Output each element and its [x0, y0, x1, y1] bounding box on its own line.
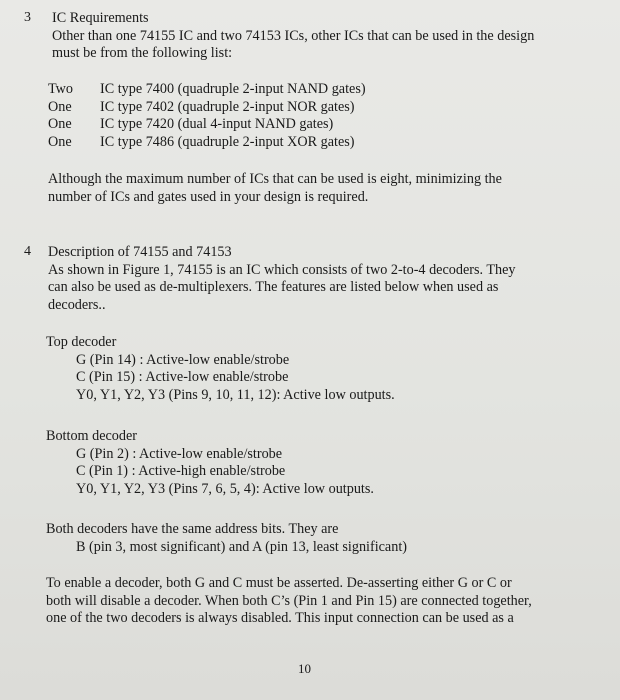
- section-4-intro-line: can also be used as de-multiplexers. The features are listed below when used as: [48, 279, 499, 295]
- bottom-decoder-item: Y0, Y1, Y2, Y3 (Pins 7, 6, 5, 4): Active low outputs.: [76, 480, 374, 497]
- section-3-number: 3: [24, 10, 31, 25]
- ic-list-item: [48, 134, 603, 152]
- top-decoder-item: C (Pin 15) : Active-low enable/strobe: [76, 369, 289, 385]
- section-3-intro-line: Other than one 74155 IC and two 74153 ICs, other ICs that can be used in the design: [52, 27, 535, 44]
- page-number: 10: [298, 661, 311, 676]
- address-bits: [46, 521, 601, 556]
- enable-line: To enable a decoder, both G and C must be asserted. De-asserting either G or C or: [46, 575, 512, 591]
- top-decoder-title: Top decoder: [46, 334, 117, 350]
- section-3-intro-line: must be from the following list:: [52, 45, 233, 61]
- ic-description: IC type 7400 (quadruple 2-input NAND gates): [100, 81, 366, 97]
- enable-line: both will disable a decoder. When both C’s (Pin 1 and Pin 15) are connected together,: [46, 592, 532, 609]
- section-4-intro-line: decoders..: [48, 296, 106, 313]
- top-decoder-item: G (Pin 14) : Active-low enable/strobe: [76, 351, 290, 368]
- ic-list-item: [48, 99, 603, 117]
- bottom-decoder: [46, 428, 601, 498]
- ic-list-item: [48, 81, 603, 99]
- ic-list-item: [48, 116, 603, 134]
- bottom-decoder-item: G (Pin 2) : Active-low enable/strobe: [76, 445, 283, 462]
- enable-paragraph: [46, 575, 601, 628]
- bottom-decoder-item: C (Pin 1) : Active-high enable/strobe: [76, 463, 286, 479]
- section-4: [48, 244, 603, 314]
- ic-quantity: One: [48, 98, 72, 115]
- top-decoder: [46, 334, 601, 404]
- ic-quantity: One: [48, 133, 72, 150]
- ic-description: IC type 7420 (dual 4-input NAND gates): [100, 116, 334, 132]
- section-4-heading: Description of 74155 and 74153: [48, 244, 232, 260]
- top-decoder-item: Y0, Y1, Y2, Y3 (Pins 9, 10, 11, 12): Active low outputs.: [76, 386, 395, 403]
- bottom-decoder-title: Bottom decoder: [46, 428, 138, 444]
- enable-line: one of the two decoders is always disabled. This input connection can be used as a: [46, 610, 514, 626]
- address-line: Both decoders have the same address bits. They are: [46, 521, 339, 537]
- section-4-intro-line: As shown in Figure 1, 74155 is an IC which consists of two 2-to-4 decoders. They: [48, 261, 516, 278]
- section-3: [52, 10, 607, 63]
- ic-quantity: Two: [48, 81, 74, 97]
- section-4-number: 4: [24, 244, 31, 259]
- ic-description: IC type 7402 (quadruple 2-input NOR gates): [100, 98, 355, 115]
- section-3-heading: IC Requirements: [52, 10, 149, 26]
- ic-description: IC type 7486 (quadruple 2-input XOR gates): [100, 133, 355, 150]
- address-line: B (pin 3, most significant) and A (pin 13, least significant): [76, 538, 407, 555]
- ic-list: [48, 81, 603, 151]
- closing-line: number of ICs and gates used in your design is required.: [48, 188, 369, 205]
- ic-quantity: One: [48, 116, 72, 132]
- closing-line: Although the maximum number of ICs that can be used is eight, minimizing the: [48, 171, 502, 187]
- section-3-closing: [48, 171, 603, 206]
